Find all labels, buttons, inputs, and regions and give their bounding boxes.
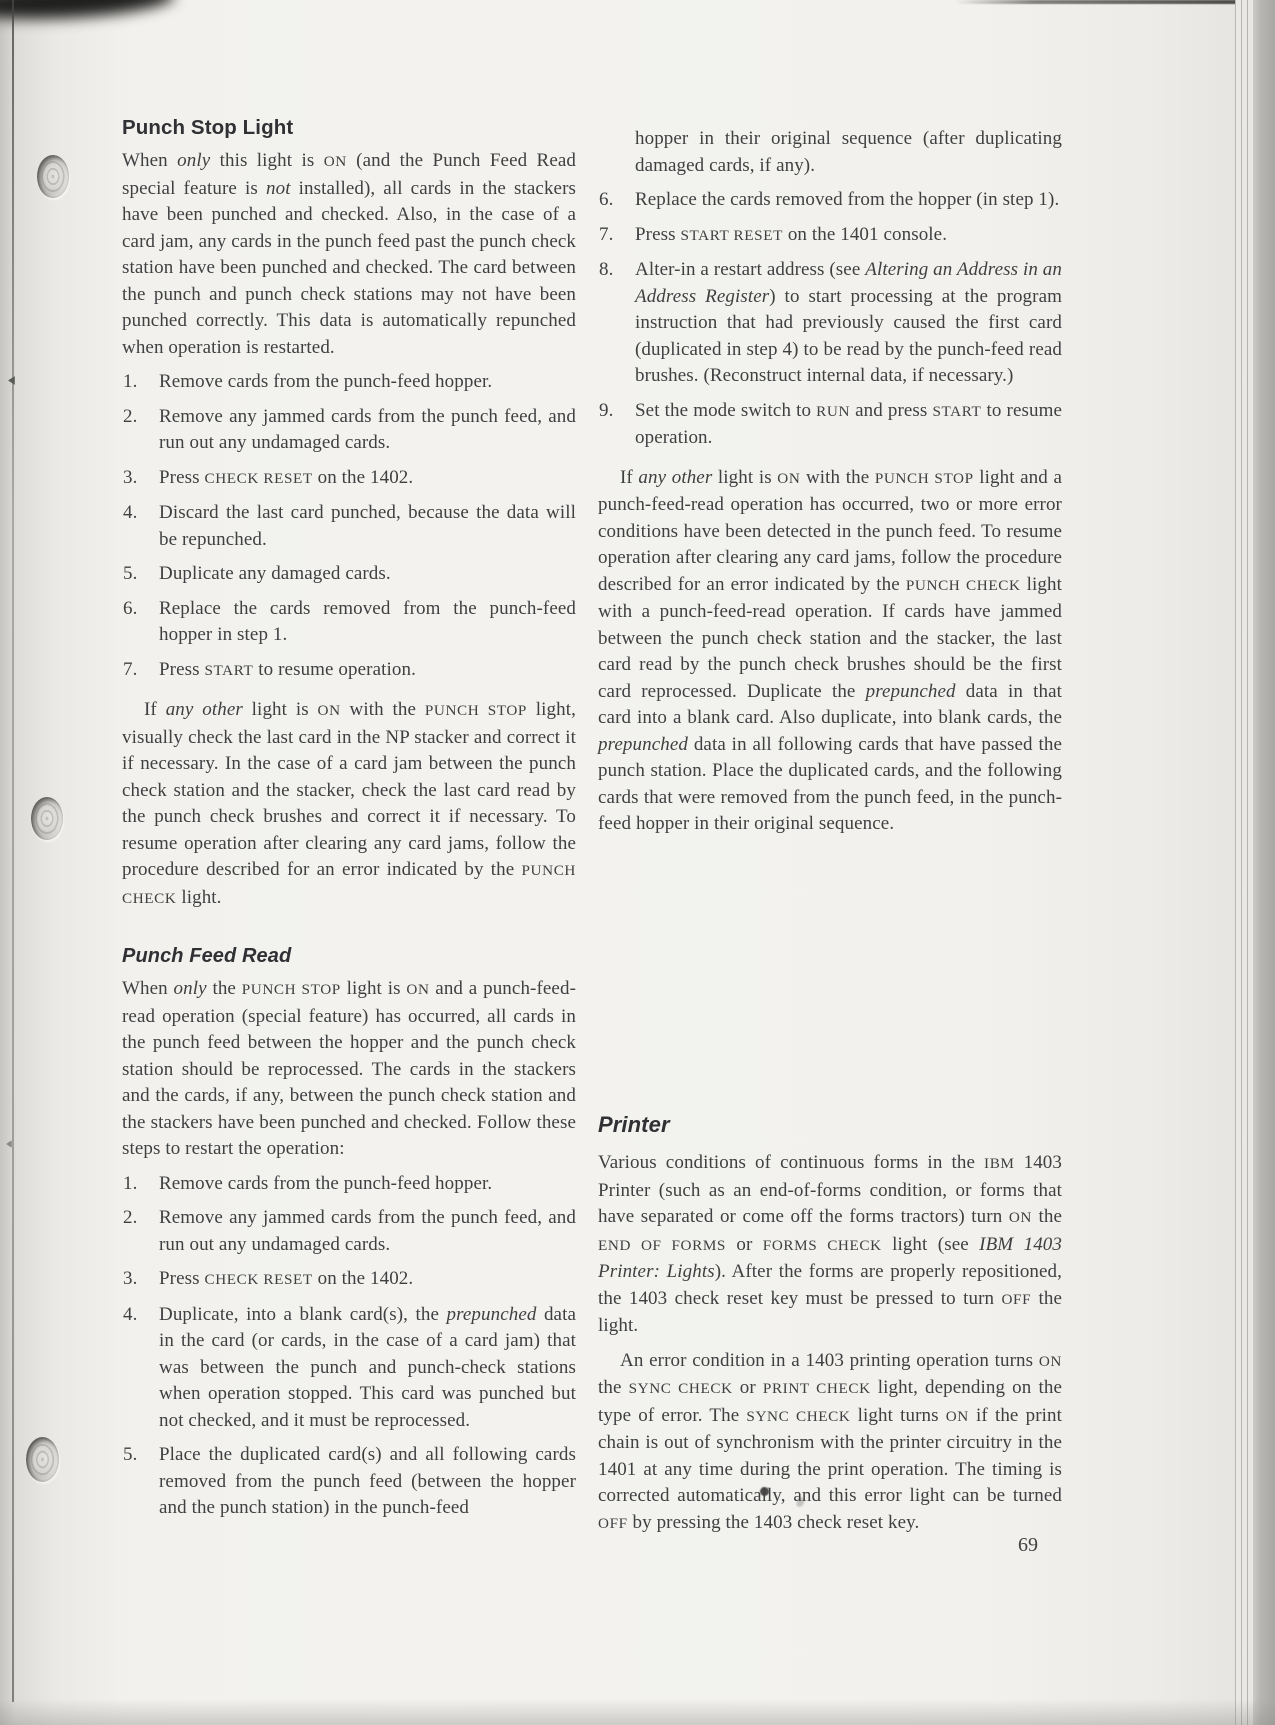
procedure-step: Alter-in a restart address (see Altering an Address in an Address Register) to start processing at the program instruction that had previously caused the first card (duplicated in step 4) to be read by the punch-feed read brushes. (Reconstruct internal data, if necessary.)	[635, 259, 1062, 386]
section-heading-printer: Printer	[598, 1112, 670, 1137]
right-column	[598, 126, 1062, 846]
procedure-step: Press START to resume operation.	[159, 658, 416, 680]
section-heading-punch-stop-light: Punch Stop Light	[122, 116, 294, 139]
paragraph: Various conditions of continuous forms in the IBM 1403 Printer (such as an end-of-forms condition, or forms that have separated or come off the forms tractors) turn ON the END OF FORMS or FORMS CHECK light (see IBM 1403 Printer: Lights). After the forms are properly repositioned, the 1403 check reset key must be pressed to turn OFF the light.	[598, 1152, 1063, 1336]
procedure-step: Set the mode switch to RUN and press START to resume operation.	[635, 399, 1062, 448]
right-column-lower	[598, 1112, 1062, 1545]
procedure-step: Remove any jammed cards from the punch feed, and run out any undamaged cards.	[159, 1207, 576, 1255]
procedure-step: Replace the cards removed from the punch-feed hopper in step 1.	[159, 597, 576, 645]
paragraph: When only this light is ON (and the Punch Feed Read special feature is not installed), all cards in the stackers have been punched and checked. Also, in the case of a card jam, any cards in the punch feed past the punch check station have been punched and checked. The card between the punch and punch check stations may not have been punched correctly. This data is automatically repunched when operation is restarted.	[122, 150, 576, 358]
list-continuation-paragraph: hopper in their original sequence (after duplicating damaged cards, if any).	[635, 128, 1062, 176]
page-stack-edge	[1235, 0, 1275, 1725]
scan-corner-shadow	[0, 0, 176, 24]
restart-procedure-list	[122, 369, 576, 684]
scan-edge-line	[955, 0, 1275, 4]
binder-hole	[26, 1437, 59, 1482]
section-heading-punch-feed-read: Punch Feed Read	[122, 945, 292, 967]
procedure-step: Remove any jammed cards from the punch feed, and run out any undamaged cards.	[159, 405, 576, 453]
procedure-step: Duplicate any damaged cards.	[159, 563, 391, 584]
paragraph: An error condition in a 1403 printing operation turns ON the SYNC CHECK or PRINT CHECK light, depending on the type of error. The SYNC CHECK light turns ON if the print chain is out of synchronism with the printer circuitry in the 1401 at any time during the print operation. The timing is corrected automatically, and this error light can be turned OFF by pressing the 1403 check reset key.	[598, 1349, 1062, 1533]
page-number: 69	[1018, 1534, 1038, 1556]
paragraph: If any other light is ON with the PUNCH STOP light, visually check the last card in the NP stacker and correct it if necessary. In the case of a card jam between the punch check station and the stacker, check the last card read by the punch check brushes and correct it if necessary. To resume operation after clearing any card jams, follow the procedure described for an error indicated by the PUNCH CHECK light.	[122, 699, 576, 908]
scan-speck	[6, 1140, 12, 1148]
binder-hole	[37, 155, 69, 198]
page-bottom-shadow	[0, 1699, 1275, 1725]
procedure-step: Place the duplicated card(s) and all following cards removed from the punch feed (between the hopper and the punch station) in the punch-feed	[159, 1444, 576, 1518]
paragraph: If any other light is ON with the PUNCH STOP light and a punch-feed-read operation has occurred, two or more error conditions have been detected in the punch feed. To resume operation after clearing any card jams, follow the procedure described for an error indicated by the PUNCH CHECK light with a punch-feed-read operation. If cards have jammed between the punch check station and the stacker, the last card read by the punch check brushes should be the first card reprocessed. Duplicate the prepunched data in that card into a blank card. Also duplicate, into blank cards, the prepunched data in all following cards that have passed the punch station. Place the duplicated cards, and the following cards that were removed from the punch feed, in the punch-feed hopper in their original sequence.	[598, 466, 1063, 834]
restart-procedure-list-continued	[598, 187, 1062, 452]
procedure-step: Press CHECK RESET on the 1402.	[159, 466, 414, 488]
procedure-step: Replace the cards removed from the hopper (in step 1).	[635, 189, 1060, 210]
paragraph: When only the PUNCH STOP light is ON and a punch-feed-read operation (special feature) has occurred, all cards in the punch feed between the hopper and the punch check station should be reprocessed. The cards in the stackers and the cards, if any, between the punch check station and the stackers have been punched and checked. Follow these steps to restart the operation:	[122, 978, 576, 1159]
procedure-step: Discard the last card punched, because the data will be repunched.	[159, 502, 576, 550]
procedure-step: Duplicate, into a blank card(s), the prepunched data in the card (or cards, in the case of a card jam) that was between the punch and punch-check stations when operation stopped. This card was punched but not checked, and it must be reprocessed.	[159, 1303, 576, 1431]
procedure-step: Press CHECK RESET on the 1402.	[159, 1268, 414, 1289]
page-edge-line	[12, 0, 14, 1702]
procedure-step: Remove cards from the punch-feed hopper.	[159, 1172, 493, 1194]
left-column	[122, 116, 576, 1535]
binder-hole	[31, 797, 63, 840]
procedure-step: Press START RESET on the 1401 console.	[635, 223, 948, 245]
procedure-step: Remove cards from the punch-feed hopper.	[159, 371, 493, 392]
restart-procedure-list	[122, 1171, 576, 1522]
